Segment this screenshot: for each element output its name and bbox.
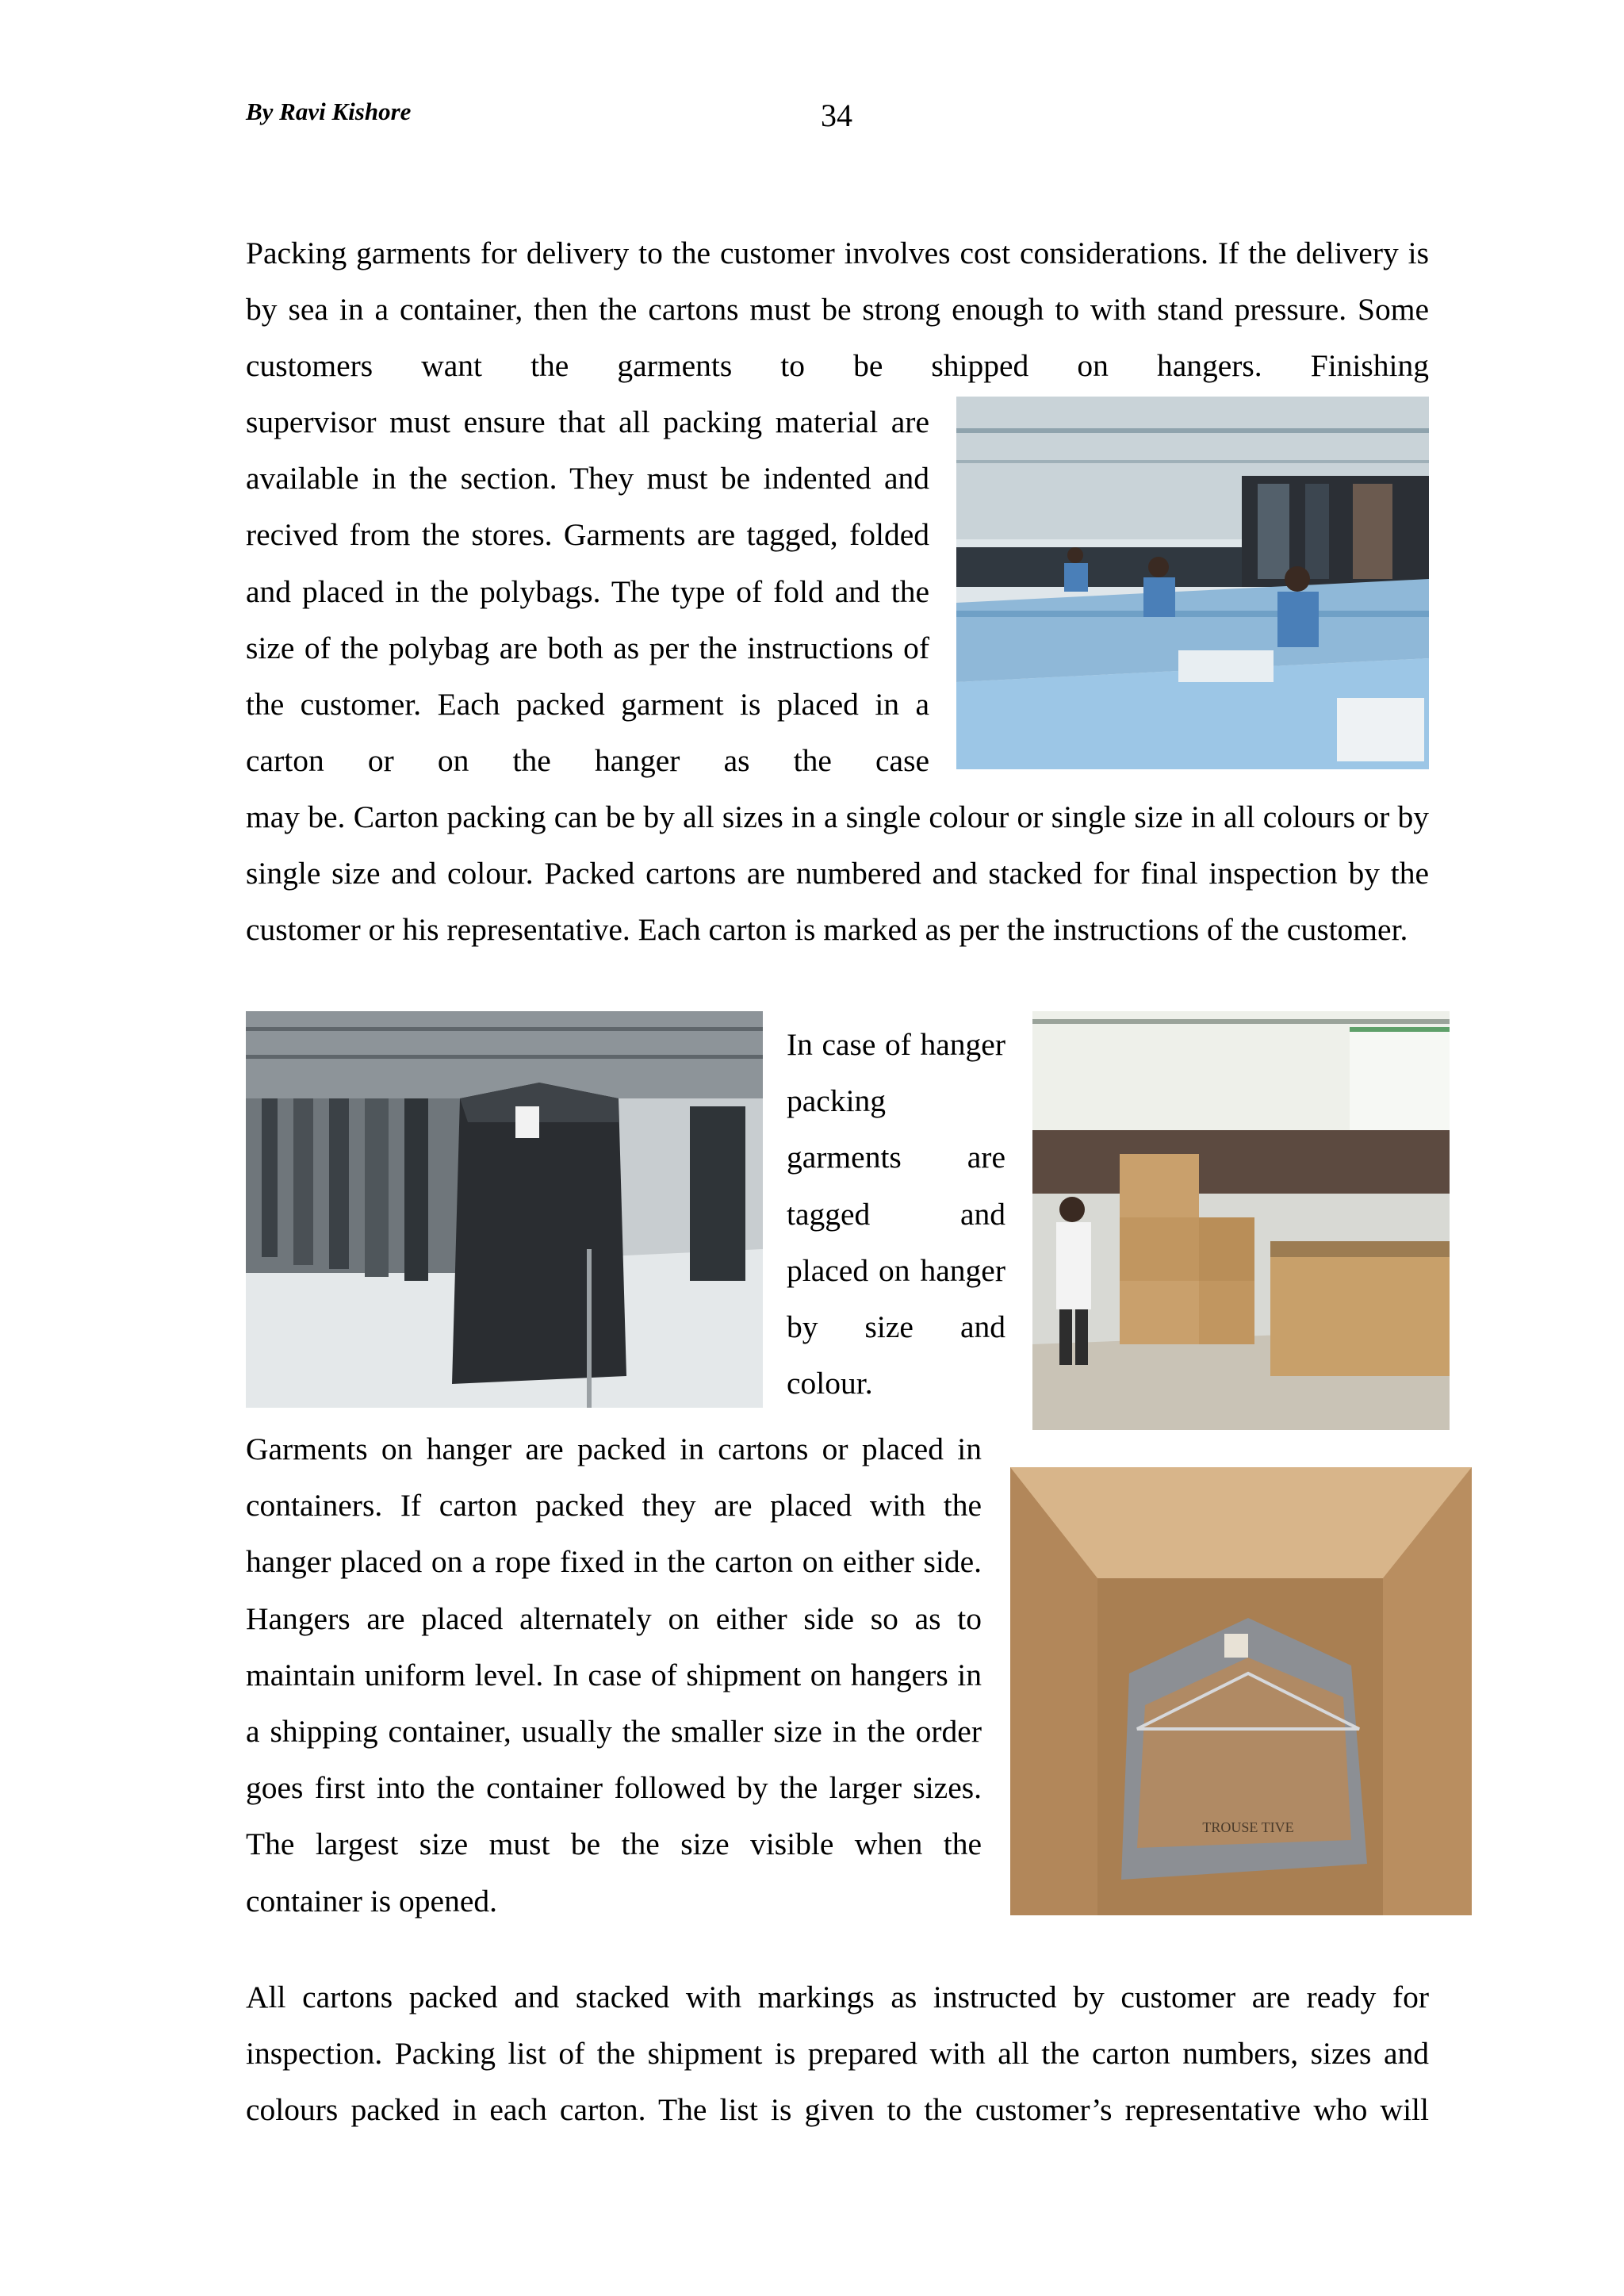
paragraph-1-lead: Packing garments for delivery to the customer involves cost considerations. If the delivery is by sea in a container, then the cartons must be strong enough to with stand pressure. Some customers want the garments to be shipped on hangers. Finishing <box>246 236 1429 384</box>
paragraph-4: All cartons packed and stacked with markings as instructed by customer are ready for inspection. Packing list of the shipment is prepared with all the carton numbers, sizes and colours packed in each carton. The list is given to the customer’s representative who will <box>246 1980 1429 2128</box>
author-line: By Ravi Kishore <box>246 98 412 125</box>
paragraph-3: Garments on hanger are packed in cartons or placed in containers. If carton packed they are placed with the hanger placed on a rope fixed in the carton on either side. Hangers are placed alternately on either side so as to maintain uniform level. In case of shipment on hangers in a shipping container, usually the smaller size in the order goes first into the container followed by the larger sizes. The largest size must be the size visible when the container is opened. <box>246 1432 982 1918</box>
carton-hanger-photo <box>1010 1467 1472 1915</box>
packing-section-photo <box>956 397 1429 769</box>
page-number: 34 <box>821 98 852 133</box>
paragraph-1-tail: may be. Carton packing can be by all sizes in a single colour or single size in all colours or by single size and colour. Packed cartons are numbered and stacked for final inspection by the customer or his representative. Each carton is marked as per the instructions of the customer. <box>246 799 1429 948</box>
paragraph-1-wrap: supervisor must ensure that all packing material are available in the section. They must be indented and recived from the stores. Garments are tagged, folded and placed in the polybags. The type of fold and the size of the polybag are both as per the instructions of the customer. Each packed garment is placed in a carton or on the hanger as the case <box>246 404 929 779</box>
carton-box-text: TROUSE TIVE <box>1202 1819 1294 1835</box>
hanging-garments-photo <box>246 1011 763 1408</box>
carton-stacks-photo <box>1032 1011 1450 1430</box>
paragraph-2-hanger: In case of hanger packing garments are tagged and placed on hanger by size and colour. <box>787 1027 1005 1401</box>
